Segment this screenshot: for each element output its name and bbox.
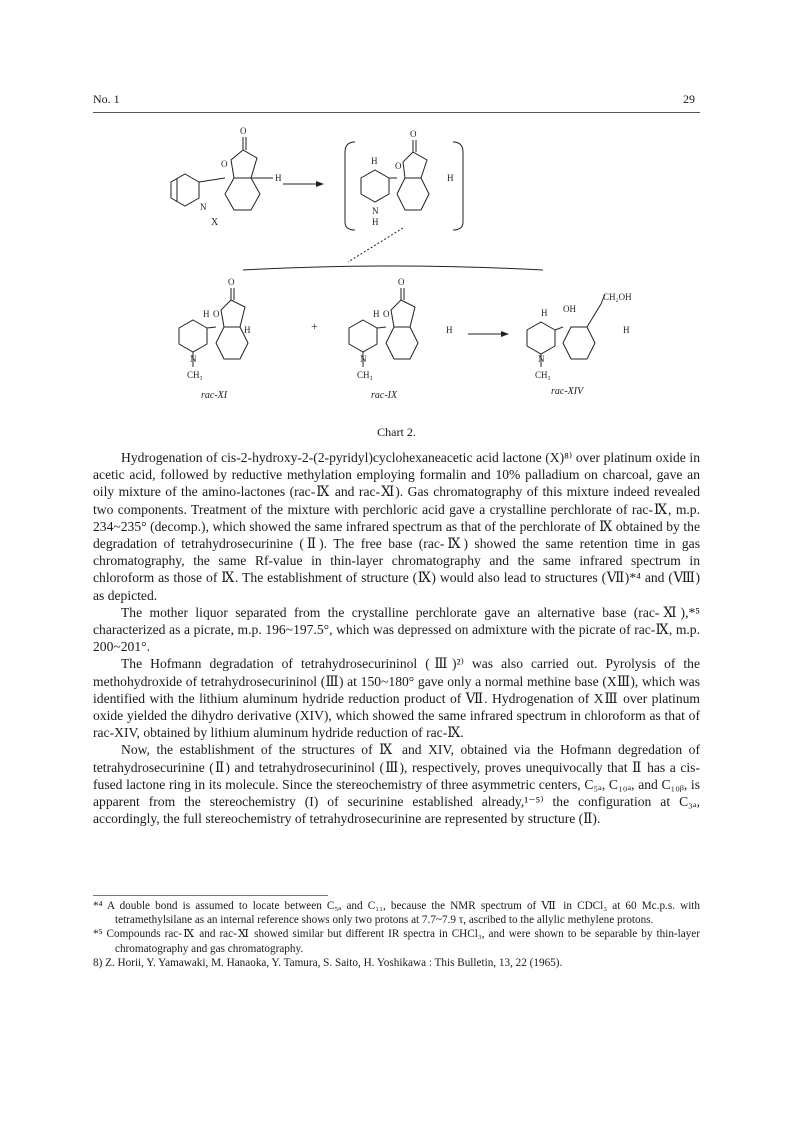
hydrogen-label: H — [446, 325, 453, 335]
journal-issue: No. 1 — [93, 92, 120, 106]
oxygen-label: O — [213, 309, 220, 319]
scheme-caption: Chart 2. — [377, 425, 416, 439]
nitrogen-label: N — [360, 354, 367, 364]
lactone-ring-int — [403, 152, 427, 178]
hydrogen-label: H — [372, 217, 379, 227]
piperidine-ring-int — [361, 170, 389, 202]
paragraph: The mother liquor separated from the crystalline perchlorate gave an alternative base (rac-Ⅺ),*⁵ characterized as a picrate, m.p. 196~197.5°, which was depressed on admixture with the picrate of rac-Ⅸ, m.p. 200~201°. — [93, 604, 700, 655]
plus-sign: + — [311, 319, 318, 333]
page-number: 29 — [683, 92, 695, 106]
cyclohexane-ring-xiv — [563, 327, 595, 359]
compound-x-label: X — [211, 217, 219, 228]
oxygen-label: O — [410, 129, 417, 139]
nitrogen-label: N — [200, 202, 207, 212]
hydrogen-label: H — [447, 173, 454, 183]
methyl-label: CH₃ — [187, 370, 203, 380]
piperidine-ring-xi — [179, 320, 207, 352]
nitrogen-label: N — [372, 206, 379, 216]
hydroxyl-label: OH — [563, 304, 576, 314]
hydrogen-label: H — [623, 325, 630, 335]
oxygen-label: O — [383, 309, 390, 319]
nitrogen-label: N — [538, 354, 545, 364]
oxygen-label: O — [398, 277, 405, 287]
cyclohexane-ring-int — [397, 178, 429, 210]
oxygen-label: O — [228, 277, 235, 287]
footnote: *⁵ Compounds rac-Ⅸ and rac-Ⅺ showed similar but different IR spectra in CHCl₃, and were shown to be separable by thin-layer chromatography and gas chromatography. — [93, 928, 700, 955]
hydrogen-label: H — [373, 309, 380, 319]
body-text — [93, 449, 700, 827]
hydroxymethyl-label: CH₂OH — [603, 292, 632, 302]
footnote-rule — [93, 895, 328, 896]
lactone-ring-xi — [221, 300, 245, 327]
header-rule — [93, 112, 700, 113]
oxygen-label: O — [221, 159, 228, 169]
pyridine-ring — [171, 174, 199, 206]
hydrogen-label: H — [203, 309, 210, 319]
lactone-ring-x — [231, 150, 257, 178]
paragraph: The Hofmann degradation of tetrahydrosecurininol (Ⅲ)²⁾ was also carried out. Pyrolysis of the methohydroxide of tetrahydrosecurininol (Ⅲ) at 150~180° gave only a normal methine base (XⅢ), which was identified with the lithium aluminum hydride reduction product of Ⅶ. Hydrogenation of XⅢ over platinum oxide yielded the dihydro derivative (XIV), which showed the same infrared spectrum in chloroform as that of rac-XIV, obtained by lithium aluminum hydride reduction of rac-Ⅸ. — [93, 656, 700, 741]
hydrogen-label: H — [244, 325, 251, 335]
compound-rac-xi-label: rac-XI — [201, 390, 228, 401]
paragraph: Hydrogenation of cis-2-hydroxy-2-(2-pyridyl)cyclohexaneacetic acid lactone (X)⁸⁾ over platinum oxide in acetic acid, followed by reductive methylation employing formalin and 10% palladium on charcoal, gave an oily mixture of the amino-lactones (rac-Ⅸ and rac-Ⅺ). Gas chromatography of this mixture indeed revealed two components. Treatment of the mixture with perchloric acid gave a crystalline perchlorate of rac-Ⅸ, m.p. 234~235° (decomp.), which showed the same infrared spectrum as that of the perchlorate of Ⅸ obtained by the degradation of tetrahydrosecurinine (Ⅱ). The free base (rac-Ⅸ) showed the same retention time in gas chromatography, the same Rf-value in thin-layer chromatography and the same infrared spectrum in chloroform as those of Ⅸ. The establishment of structure (Ⅸ) would also lead to structures (Ⅶ)*⁴ and (Ⅷ) as depicted. — [93, 450, 700, 603]
hydrogen-label: H — [371, 156, 378, 166]
hydrogen-label: H — [541, 308, 548, 318]
nitrogen-label: N — [190, 354, 197, 364]
footnotes — [93, 899, 700, 970]
methyl-label: CH₃ — [535, 370, 551, 380]
oxygen-label: O — [240, 126, 247, 136]
reference: 8) Z. Horii, Y. Yamawaki, M. Hanaoka, Y. Tamura, S. Saito, H. Yoshikawa : This Bulletin, 13, 22 (1965). — [93, 956, 563, 969]
piperidine-ring-xiv — [527, 322, 555, 354]
compound-rac-ix-label: rac-IX — [371, 390, 398, 401]
cyclohexane-ring-ix — [386, 327, 418, 359]
reaction-scheme — [93, 122, 700, 422]
paragraph: Now, the establishment of the structures of Ⅸ and XIV, obtained via the Hofmann degredation of tetrahydrosecurinine (Ⅱ) and tetrahydrosecurininol (Ⅲ), respectively, proves unequivocally that Ⅱ has a cis-fused lactone ring in its molecule. Since the stereochemistry of three asymmetric centers, C₅ₐ, C₁₀ₐ, and C₁₀ᵦ, is apparent from the stereochemistry (I) of securinine established already,¹⁻⁵⁾ the configuration at C₃ₐ, accordingly, the full stereochemistry of tetrahydrosecurinine are represented by structure (Ⅱ). — [93, 742, 700, 827]
footnote: *⁴ A double bond is assumed to locate between C₅ₐ and C₁₁, because the NMR spectrum of Ⅶ in CDCl₃ at 60 Mc.p.s. with tetramethylsilane as an internal reference shows only two protons at 7.7~7.9 τ, ascribed to the allylic methylene protons. — [93, 900, 700, 927]
hydrogen-label: H — [275, 173, 282, 183]
compound-rac-xiv-label: rac-XIV — [551, 386, 584, 397]
methyl-label: CH₃ — [357, 370, 373, 380]
piperidine-ring-ix — [349, 320, 377, 352]
oxygen-label: O — [395, 161, 402, 171]
lactone-ring-ix — [391, 300, 415, 327]
cyclohexane-ring-x — [225, 178, 260, 210]
